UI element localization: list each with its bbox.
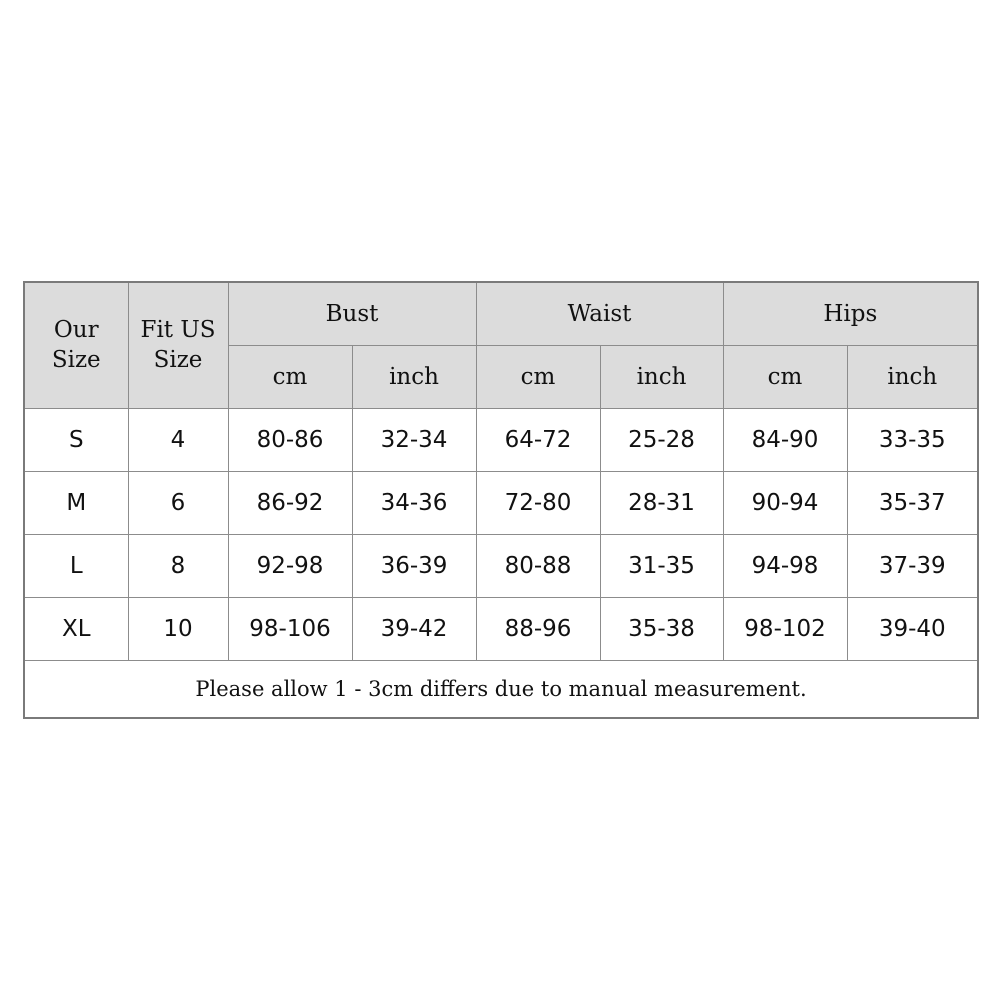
size-chart-table — [23, 281, 979, 719]
cell-bust-inch: 32-34 — [352, 408, 476, 471]
cell-our-size: L — [24, 534, 128, 597]
header-our-size — [24, 282, 128, 408]
cell-bust-inch: 39-42 — [352, 597, 476, 660]
cell-bust-cm: 92-98 — [228, 534, 352, 597]
cell-waist-inch: 28-31 — [600, 471, 723, 534]
header-fit-us-size-line-1: Fit US — [140, 317, 216, 344]
cell-bust-inch: 36-39 — [352, 534, 476, 597]
header-hips-inch: inch — [847, 345, 978, 408]
cell-waist-inch: 35-38 — [600, 597, 723, 660]
cell-bust-cm: 98-106 — [228, 597, 352, 660]
table-row — [24, 534, 978, 597]
header-bust-inch: inch — [352, 345, 476, 408]
header-bust: Bust — [228, 282, 476, 345]
header-row-groups — [24, 282, 978, 345]
table-row — [24, 408, 978, 471]
cell-waist-cm: 80-88 — [476, 534, 600, 597]
header-waist-cm: cm — [476, 345, 600, 408]
cell-our-size: XL — [24, 597, 128, 660]
cell-hips-inch: 33-35 — [847, 408, 978, 471]
table-row — [24, 597, 978, 660]
cell-hips-inch: 39-40 — [847, 597, 978, 660]
cell-waist-cm: 64-72 — [476, 408, 600, 471]
header-bust-cm: cm — [228, 345, 352, 408]
cell-fit-us-size: 10 — [128, 597, 228, 660]
cell-hips-cm: 98-102 — [723, 597, 847, 660]
note-row — [24, 660, 978, 718]
cell-hips-inch: 37-39 — [847, 534, 978, 597]
cell-hips-inch: 35-37 — [847, 471, 978, 534]
cell-fit-us-size: 8 — [128, 534, 228, 597]
header-hips-cm: cm — [723, 345, 847, 408]
header-waist-inch: inch — [600, 345, 723, 408]
cell-hips-cm: 90-94 — [723, 471, 847, 534]
header-waist: Waist — [476, 282, 723, 345]
cell-our-size: S — [24, 408, 128, 471]
cell-hips-cm: 84-90 — [723, 408, 847, 471]
cell-waist-cm: 72-80 — [476, 471, 600, 534]
cell-bust-cm: 86-92 — [228, 471, 352, 534]
cell-bust-cm: 80-86 — [228, 408, 352, 471]
measurement-note: Please allow 1 - 3cm differs due to manual measurement. — [24, 660, 978, 718]
cell-bust-inch: 34-36 — [352, 471, 476, 534]
cell-waist-inch: 31-35 — [600, 534, 723, 597]
cell-waist-inch: 25-28 — [600, 408, 723, 471]
cell-fit-us-size: 4 — [128, 408, 228, 471]
cell-our-size: M — [24, 471, 128, 534]
header-fit-us-size — [128, 282, 228, 408]
header-our-size-line-1: Our — [53, 317, 99, 344]
header-hips: Hips — [723, 282, 978, 345]
header-fit-us-size-line-2: Size — [153, 347, 203, 374]
cell-fit-us-size: 6 — [128, 471, 228, 534]
table-row — [24, 471, 978, 534]
cell-waist-cm: 88-96 — [476, 597, 600, 660]
cell-hips-cm: 94-98 — [723, 534, 847, 597]
header-our-size-line-2: Size — [51, 347, 101, 374]
